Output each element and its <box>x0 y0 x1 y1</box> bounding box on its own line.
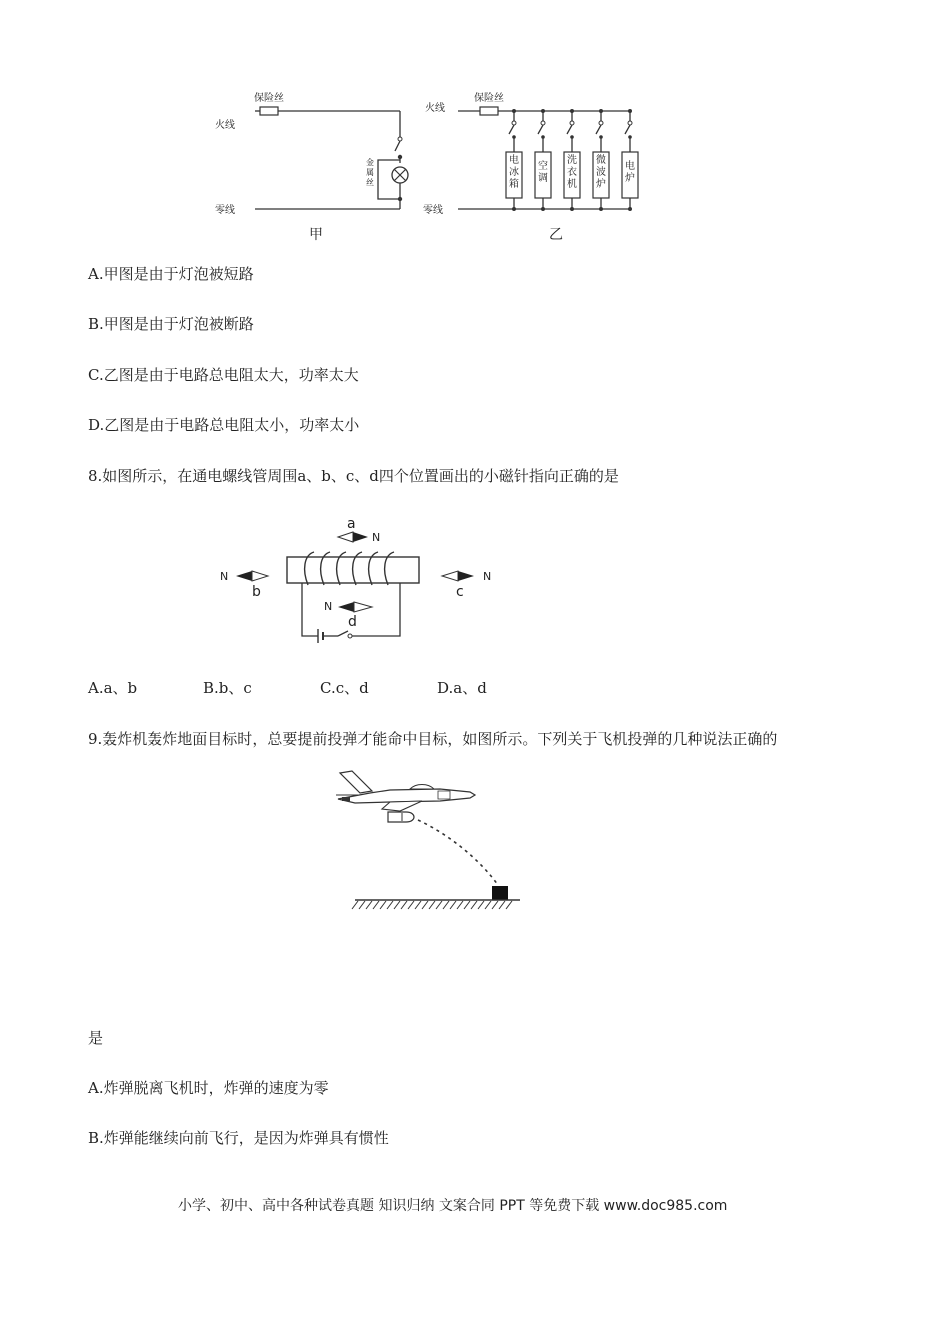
label-d: d <box>348 614 357 630</box>
q8-option-d: D.a、d <box>437 679 487 697</box>
ground-hatch <box>352 901 512 909</box>
appliance-label <box>595 155 607 191</box>
q7-option-a: A.甲图是由于灯泡被短路 <box>88 265 254 283</box>
label-b: b <box>252 584 261 600</box>
label-a: a <box>347 516 356 532</box>
bomber-figure <box>330 765 520 915</box>
appliance-char: 炉 <box>625 173 635 184</box>
q9-stem: 9.轰炸机轰炸地面目标时，总要提前投弹才能命中目标，如图所示。下列关于飞机投弹的几种说法正确的 <box>88 730 778 748</box>
appliance-label <box>508 155 520 191</box>
appliance-label <box>537 161 549 185</box>
appliance-char: 电 <box>625 161 635 172</box>
appliance-char: 洗 <box>567 155 577 166</box>
metal-wire-char: 金 <box>366 158 374 167</box>
yi-live-label: 火线 <box>425 103 445 114</box>
appliance-label <box>624 161 636 185</box>
q9-option-b: B.炸弹能继续向前飞行，是因为炸弹具有惯性 <box>88 1129 389 1147</box>
appliance-char: 炉 <box>596 179 606 190</box>
appliance-char: 衣 <box>567 167 577 178</box>
needle-d <box>338 602 372 612</box>
appliance-char: 冰 <box>509 167 519 178</box>
q7-option-d: D.乙图是由于电路总电阻太小，功率太小 <box>88 416 360 434</box>
metal-wire-label <box>366 158 376 188</box>
needle-b <box>236 571 268 581</box>
q8-option-b: B.b、c <box>203 679 252 697</box>
q7-option-c: C.乙图是由于电路总电阻太大，功率太大 <box>88 366 359 384</box>
q8-stem: 8.如图所示，在通电螺线管周围a、b、c、d四个位置画出的小磁针指向正确的是 <box>88 467 619 485</box>
label-a-n: N <box>372 531 381 544</box>
jia-live-label: 火线 <box>215 120 235 131</box>
q9-option-a: A.炸弹脱离飞机时，炸弹的速度为零 <box>88 1079 329 1097</box>
label-b-n: N <box>220 570 229 583</box>
metal-wire-char: 丝 <box>366 178 374 187</box>
appliance-char: 波 <box>596 167 606 178</box>
appliance-label <box>566 155 578 191</box>
appliance-char: 机 <box>567 179 577 190</box>
yi-caption: 乙 <box>549 227 563 243</box>
yi-neutral-label: 零线 <box>423 205 443 216</box>
appliance-char: 空 <box>538 161 548 172</box>
needle-c <box>442 571 474 581</box>
plane-icon <box>336 771 475 811</box>
q7-option-b: B.甲图是由于灯泡被断路 <box>88 315 254 333</box>
appliance-char: 微 <box>596 155 606 166</box>
appliance-char: 箱 <box>509 179 519 190</box>
metal-wire-char: 属 <box>366 168 374 177</box>
jia-caption: 甲 <box>309 227 323 243</box>
page-footer: 小学、初中、高中各种试卷真题 知识归纳 文案合同 PPT 等免费下载 www.doc985.com <box>178 1198 728 1214</box>
label-c: c <box>456 584 464 600</box>
appliance-char: 电 <box>509 155 519 166</box>
label-c-n: N <box>483 570 492 583</box>
q9-stem-continued: 是 <box>88 1029 104 1047</box>
jia-neutral-label: 零线 <box>215 205 235 216</box>
q8-option-c: C.c、d <box>320 679 369 697</box>
solenoid-figure <box>210 510 510 650</box>
yi-fuse-label: 保险丝 <box>474 93 504 104</box>
q8-option-a: A.a、b <box>88 679 138 697</box>
label-d-n: N <box>324 600 333 613</box>
appliance-char: 调 <box>538 173 548 184</box>
jia-fuse-label: 保险丝 <box>254 93 284 104</box>
needle-a <box>338 532 368 542</box>
